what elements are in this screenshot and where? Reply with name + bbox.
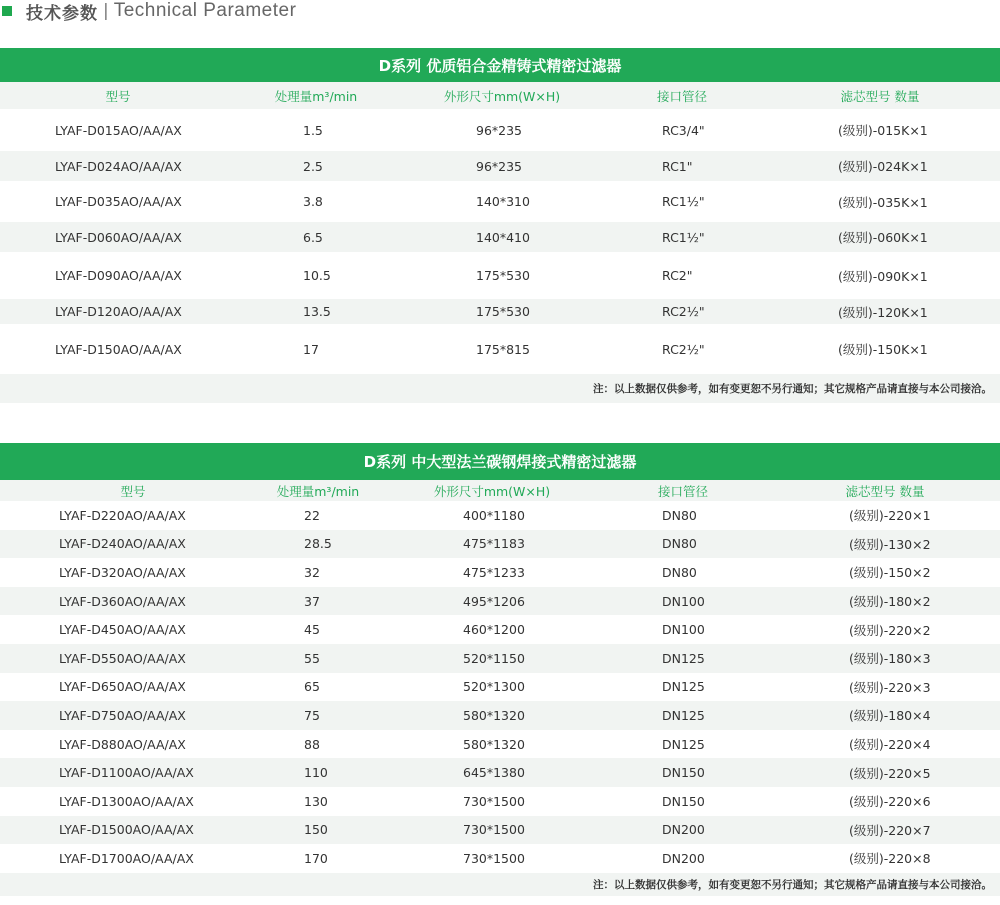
dimension-cell: 520*1150: [463, 650, 525, 666]
port-cell: RC1½": [662, 194, 705, 209]
table-title: D系列 优质铝合金精铸式精密过滤器: [0, 48, 1000, 82]
table-header-row: [0, 480, 1000, 501]
model-cell: LYAF-D060AO/AA/AX: [55, 229, 182, 245]
element-cell: (级别)-090K×1: [838, 268, 928, 284]
element-cell: (级别)-220×2: [849, 622, 931, 638]
column-header: 外形尺寸mm(W×H): [433, 483, 551, 499]
model-cell: LYAF-D090AO/AA/AX: [55, 268, 182, 283]
port-cell: RC1½": [662, 229, 705, 245]
port-cell: RC2½": [662, 341, 705, 357]
element-cell: (级别)-130×2: [849, 536, 931, 552]
flow-cell: 45: [304, 622, 320, 638]
element-cell: (级别)-035K×1: [838, 194, 928, 210]
table-row: [0, 151, 1000, 181]
element-cell: (级别)-015K×1: [838, 123, 928, 138]
model-cell: LYAF-D1500AO/AA/AX: [59, 822, 194, 838]
dimension-cell: 96*235: [476, 122, 523, 138]
flow-cell: 10.5: [303, 268, 331, 283]
model-cell: LYAF-D150AO/AA/AX: [55, 341, 182, 357]
dimension-cell: 730*1500: [463, 822, 525, 838]
flow-cell: 2.5: [303, 158, 323, 174]
flow-cell: 150: [304, 822, 328, 838]
table-row: [0, 299, 1000, 324]
port-cell: DN200: [662, 850, 705, 866]
port-cell: RC3/4": [662, 122, 705, 138]
element-cell: (级别)-150K×1: [838, 342, 928, 357]
column-header: 处理量m³/min: [274, 88, 358, 104]
dimension-cell: 495*1206: [463, 593, 525, 609]
flow-cell: 6.5: [303, 229, 323, 245]
port-cell: DN80: [662, 564, 697, 580]
model-cell: LYAF-D450AO/AA/AX: [59, 622, 186, 638]
table-row: [0, 844, 1000, 873]
flow-cell: 55: [304, 650, 320, 666]
table-row: [0, 816, 1000, 845]
model-cell: LYAF-D024AO/AA/AX: [55, 158, 182, 174]
section-header: [0, 0, 296, 22]
dimension-cell: 475*1233: [463, 564, 525, 580]
port-cell: RC2½": [662, 304, 705, 319]
model-cell: LYAF-D650AO/AA/AX: [59, 679, 186, 695]
element-cell: (级别)-150×2: [849, 565, 931, 581]
model-cell: LYAF-D120AO/AA/AX: [55, 304, 182, 319]
dimension-cell: 580*1320: [463, 707, 525, 723]
table-row: [0, 701, 1000, 730]
column-header: 处理量m³/min: [276, 483, 360, 499]
flow-cell: 3.8: [303, 194, 323, 209]
dimension-cell: 400*1180: [463, 507, 525, 523]
table-row: [0, 530, 1000, 559]
column-header: 接口管径: [656, 88, 707, 104]
table-row: [0, 181, 1000, 222]
element-cell: (级别)-220×7: [849, 822, 931, 838]
model-cell: LYAF-D750AO/AA/AX: [59, 707, 186, 723]
dimension-cell: 175*530: [476, 304, 530, 319]
aluminum-filter-table: [0, 48, 1000, 403]
table-row: [0, 758, 1000, 787]
dimension-cell: 175*815: [476, 341, 530, 357]
table-footnote: 注：以上数据仅供参考，如有变更恕不另行通知；其它规格产品请直接与本公司接洽。: [0, 374, 1000, 403]
model-cell: LYAF-D240AO/AA/AX: [59, 536, 186, 552]
flow-cell: 37: [304, 593, 320, 609]
flow-cell: 28.5: [304, 536, 332, 552]
model-cell: LYAF-D550AO/AA/AX: [59, 650, 186, 666]
flow-cell: 65: [304, 679, 320, 695]
flow-cell: 1.5: [303, 122, 323, 138]
port-cell: DN150: [662, 765, 705, 781]
section-marker-icon: [2, 6, 12, 16]
table-footnote: 注：以上数据仅供参考，如有变更恕不另行通知；其它规格产品请直接与本公司接洽。: [0, 873, 1000, 896]
model-cell: LYAF-D1700AO/AA/AX: [59, 850, 194, 866]
model-cell: LYAF-D015AO/AA/AX: [55, 122, 182, 138]
port-cell: DN150: [662, 793, 705, 809]
dimension-cell: 520*1300: [463, 679, 525, 695]
flow-cell: 22: [304, 507, 320, 523]
column-header: 滤芯型号 数量: [845, 483, 925, 499]
element-cell: (级别)-024K×1: [838, 159, 928, 174]
dimension-cell: 645*1380: [463, 765, 525, 781]
element-cell: (级别)-060K×1: [838, 230, 928, 245]
model-cell: LYAF-D1300AO/AA/AX: [59, 793, 194, 809]
table-row: [0, 109, 1000, 151]
column-header: 型号: [120, 483, 146, 499]
flow-cell: 75: [304, 707, 320, 723]
model-cell: LYAF-D035AO/AA/AX: [55, 194, 182, 209]
table-row: [0, 501, 1000, 530]
dimension-cell: 580*1320: [463, 736, 525, 752]
table-row: [0, 673, 1000, 702]
element-cell: (级别)-220×5: [849, 765, 931, 781]
model-cell: LYAF-D1100AO/AA/AX: [59, 765, 194, 781]
element-cell: (级别)-220×8: [849, 851, 931, 867]
dimension-cell: 730*1500: [463, 850, 525, 866]
table-row: [0, 324, 1000, 374]
dimension-cell: 140*310: [476, 194, 530, 209]
port-cell: DN125: [662, 736, 705, 752]
port-cell: RC2": [662, 268, 693, 283]
element-cell: (级别)-180×4: [849, 708, 931, 724]
table-header-row: [0, 82, 1000, 109]
element-cell: (级别)-220×1: [849, 508, 931, 524]
model-cell: LYAF-D320AO/AA/AX: [59, 564, 186, 580]
model-cell: LYAF-D220AO/AA/AX: [59, 507, 186, 523]
port-cell: RC1": [662, 158, 693, 174]
port-cell: DN100: [662, 622, 705, 638]
table-row: [0, 587, 1000, 616]
flow-cell: 17: [303, 341, 319, 357]
carbon-steel-filter-table: [0, 443, 1000, 896]
table-row: [0, 558, 1000, 587]
element-cell: (级别)-120K×1: [838, 304, 928, 320]
element-cell: (级别)-180×2: [849, 594, 931, 610]
section-title-cn: 技术参数: [26, 3, 98, 24]
element-cell: (级别)-220×3: [849, 679, 931, 695]
section-title-en: Technical Parameter: [113, 0, 297, 21]
element-cell: (级别)-220×4: [849, 737, 931, 753]
port-cell: DN125: [662, 679, 705, 695]
model-cell: LYAF-D880AO/AA/AX: [59, 736, 186, 752]
flow-cell: 13.5: [303, 304, 331, 319]
flow-cell: 110: [304, 765, 328, 781]
column-header: 型号: [105, 88, 131, 104]
table-row: [0, 252, 1000, 299]
table-row: [0, 787, 1000, 816]
table-row: [0, 222, 1000, 252]
port-cell: DN100: [662, 593, 705, 609]
port-cell: DN125: [662, 707, 705, 723]
dimension-cell: 175*530: [476, 268, 530, 283]
column-header: 外形尺寸mm(W×H): [443, 88, 561, 104]
flow-cell: 170: [304, 850, 328, 866]
section-title-separator: |: [103, 1, 109, 21]
port-cell: DN125: [662, 650, 705, 666]
element-cell: (级别)-220×6: [849, 794, 931, 810]
dimension-cell: 460*1200: [463, 622, 525, 638]
table-title: D系列 中大型法兰碳钢焊接式精密过滤器: [0, 443, 1000, 480]
dimension-cell: 730*1500: [463, 793, 525, 809]
dimension-cell: 96*235: [476, 158, 523, 174]
dimension-cell: 140*410: [476, 229, 530, 245]
column-header: 接口管径: [657, 483, 708, 499]
table-row: [0, 730, 1000, 759]
table-row: [0, 644, 1000, 673]
port-cell: DN200: [662, 822, 705, 838]
table-row: [0, 615, 1000, 644]
port-cell: DN80: [662, 507, 697, 523]
flow-cell: 88: [304, 736, 320, 752]
element-cell: (级别)-180×3: [849, 651, 931, 667]
flow-cell: 130: [304, 793, 328, 809]
model-cell: LYAF-D360AO/AA/AX: [59, 593, 186, 609]
dimension-cell: 475*1183: [463, 536, 525, 552]
flow-cell: 32: [304, 564, 320, 580]
column-header: 滤芯型号 数量: [840, 88, 920, 104]
port-cell: DN80: [662, 536, 697, 552]
